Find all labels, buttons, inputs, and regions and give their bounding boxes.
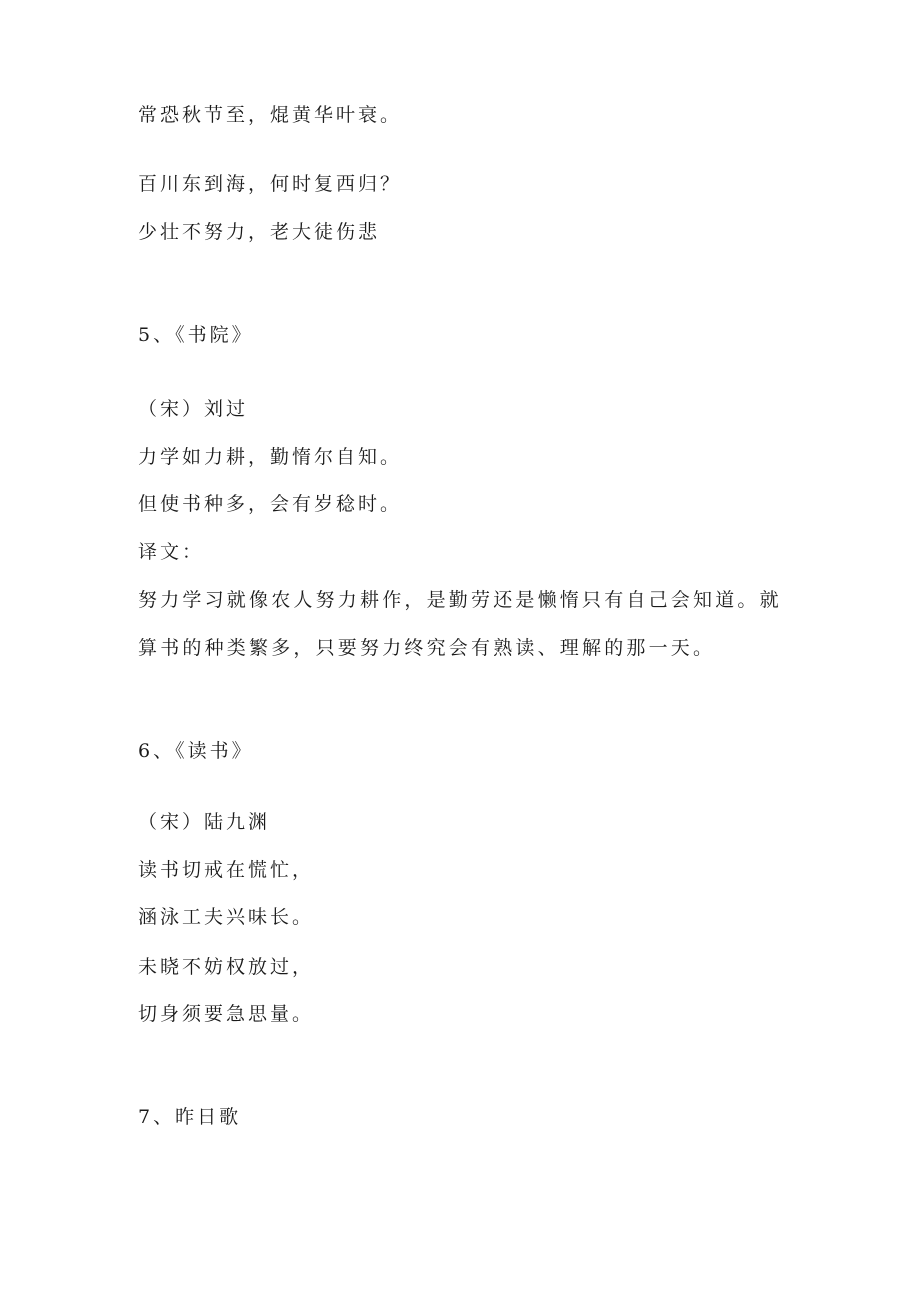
poem-line: 但使书种多，会有岁稔时。	[138, 493, 403, 515]
section-heading: 5、《书院》	[138, 324, 254, 346]
poem-line: 未晓不妨权放过，	[138, 956, 315, 978]
poem-line: 百川东到海，何时复西归？	[138, 173, 403, 195]
poem-line: 切身须要急思量。	[138, 1003, 315, 1025]
section-heading: 7、昨日歌	[138, 1106, 242, 1128]
poem-line: 少壮不努力，老大徒伤悲	[138, 221, 381, 243]
translation-text: 努力学习就像农人努力耕作，是勤劳还是懒惰只有自己会知道。就算书的种类繁多，只要努力终究会有熟读、理解的那一天。	[138, 589, 782, 659]
poem-line: 力学如力耕，勤惰尔自知。	[138, 446, 403, 468]
poem-line: 常恐秋节至，焜黄华叶衰。	[138, 104, 403, 126]
poem-author: （宋）陆九渊	[138, 811, 271, 833]
poem-line: 涵泳工夫兴味长。	[138, 906, 315, 928]
translation-label: 译文：	[138, 541, 205, 563]
poem-line: 读书切戒在慌忙，	[138, 859, 315, 881]
poem-author: （宋）刘过	[138, 398, 249, 420]
section-heading: 6、《读书》	[138, 740, 254, 762]
